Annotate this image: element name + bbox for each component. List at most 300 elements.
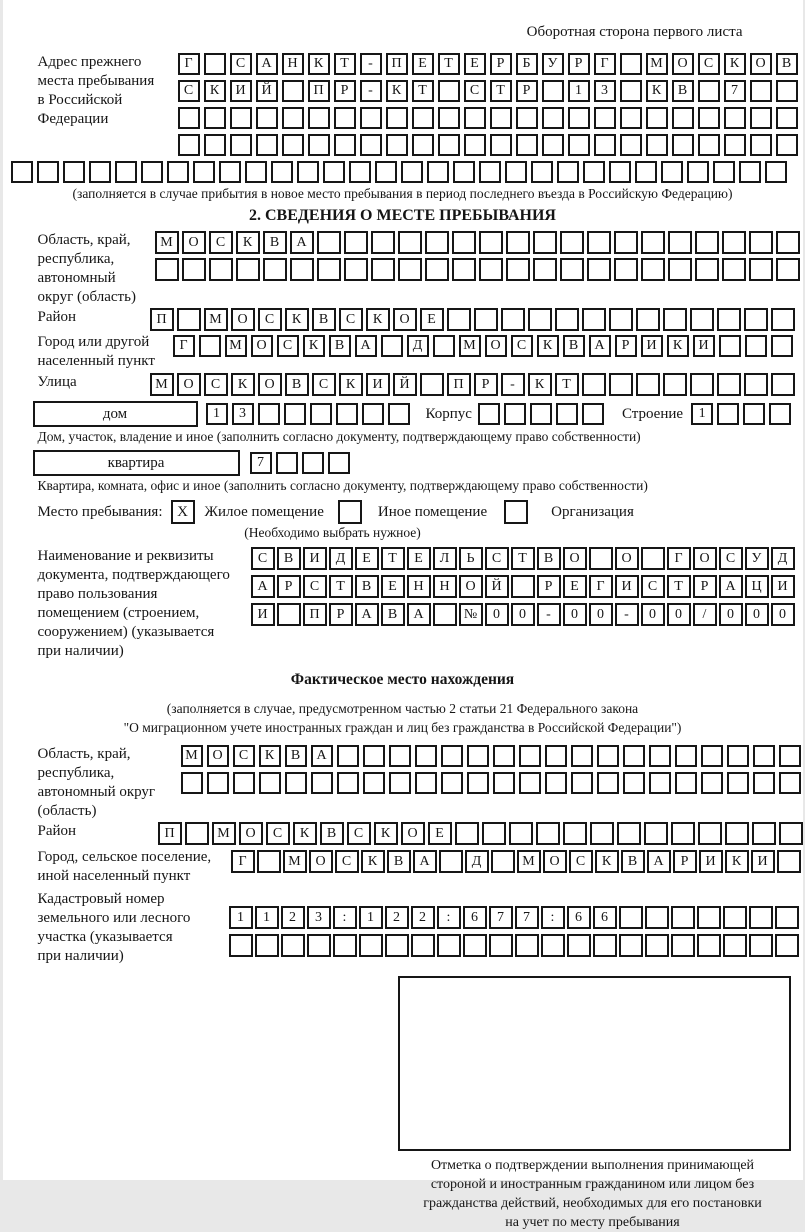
char-cell[interactable] bbox=[609, 373, 633, 396]
char-cell[interactable] bbox=[501, 308, 525, 331]
char-cell[interactable] bbox=[545, 772, 567, 794]
char-cell[interactable] bbox=[672, 107, 694, 129]
char-cell[interactable] bbox=[771, 308, 795, 331]
char-cell[interactable] bbox=[420, 373, 444, 396]
char-cell[interactable]: С bbox=[312, 373, 336, 396]
char-cell[interactable] bbox=[641, 258, 665, 281]
char-cell[interactable] bbox=[516, 134, 538, 156]
char-cell[interactable]: О bbox=[207, 745, 229, 767]
char-cell[interactable]: М bbox=[283, 850, 307, 873]
char-cell[interactable] bbox=[277, 603, 301, 626]
char-cell[interactable]: Б bbox=[516, 53, 538, 75]
char-cell[interactable] bbox=[771, 373, 795, 396]
char-cell[interactable]: И bbox=[230, 80, 252, 102]
char-cell[interactable]: С bbox=[277, 335, 299, 357]
char-cell[interactable] bbox=[620, 80, 642, 102]
char-cell[interactable] bbox=[587, 231, 611, 254]
char-cell[interactable]: С bbox=[485, 547, 509, 570]
char-cell[interactable]: И bbox=[251, 603, 275, 626]
char-cell[interactable] bbox=[560, 231, 584, 254]
char-cell[interactable] bbox=[776, 80, 798, 102]
char-cell[interactable] bbox=[506, 258, 530, 281]
char-cell[interactable] bbox=[308, 134, 330, 156]
char-cell[interactable] bbox=[582, 373, 606, 396]
char-cell[interactable] bbox=[594, 134, 616, 156]
char-cell[interactable] bbox=[89, 161, 111, 183]
char-cell[interactable]: Р bbox=[537, 575, 561, 598]
char-cell[interactable]: : bbox=[437, 906, 461, 929]
char-cell[interactable] bbox=[722, 258, 746, 281]
char-cell[interactable] bbox=[317, 258, 341, 281]
char-cell[interactable] bbox=[556, 403, 578, 425]
char-cell[interactable]: П bbox=[150, 308, 174, 331]
char-cell[interactable]: Р bbox=[615, 335, 637, 357]
char-cell[interactable]: А bbox=[355, 603, 379, 626]
char-cell[interactable] bbox=[334, 134, 356, 156]
char-cell[interactable] bbox=[620, 134, 642, 156]
char-cell[interactable]: - bbox=[537, 603, 561, 626]
char-cell[interactable] bbox=[455, 822, 479, 845]
char-cell[interactable]: В bbox=[263, 231, 287, 254]
char-cell[interactable]: Е bbox=[464, 53, 486, 75]
char-cell[interactable] bbox=[594, 107, 616, 129]
char-cell[interactable]: М bbox=[155, 231, 179, 254]
char-cell[interactable]: 0 bbox=[563, 603, 587, 626]
char-cell[interactable]: 7 bbox=[724, 80, 746, 102]
char-cell[interactable]: М bbox=[212, 822, 236, 845]
char-cell[interactable] bbox=[568, 134, 590, 156]
char-cell[interactable]: Ь bbox=[459, 547, 483, 570]
char-cell[interactable]: В bbox=[277, 547, 301, 570]
char-cell[interactable]: К bbox=[386, 80, 408, 102]
char-cell[interactable] bbox=[398, 231, 422, 254]
char-cell[interactable] bbox=[690, 373, 714, 396]
char-cell[interactable]: А bbox=[413, 850, 437, 873]
char-cell[interactable] bbox=[697, 906, 721, 929]
char-cell[interactable] bbox=[479, 231, 503, 254]
char-cell[interactable] bbox=[776, 231, 800, 254]
char-cell[interactable] bbox=[750, 107, 772, 129]
char-cell[interactable]: К bbox=[285, 308, 309, 331]
char-cell[interactable] bbox=[389, 772, 411, 794]
char-cell[interactable] bbox=[614, 231, 638, 254]
char-cell[interactable] bbox=[178, 134, 200, 156]
char-cell[interactable]: С bbox=[464, 80, 486, 102]
char-cell[interactable] bbox=[776, 134, 798, 156]
char-cell[interactable] bbox=[519, 772, 541, 794]
char-cell[interactable] bbox=[37, 161, 59, 183]
char-cell[interactable] bbox=[328, 452, 350, 474]
char-cell[interactable]: В bbox=[387, 850, 411, 873]
char-cell[interactable] bbox=[308, 107, 330, 129]
char-cell[interactable]: М bbox=[646, 53, 668, 75]
char-cell[interactable]: О bbox=[543, 850, 567, 873]
char-cell[interactable] bbox=[775, 906, 799, 929]
char-cell[interactable]: С bbox=[335, 850, 359, 873]
char-cell[interactable] bbox=[753, 772, 775, 794]
char-cell[interactable] bbox=[545, 745, 567, 767]
char-cell[interactable]: В bbox=[312, 308, 336, 331]
char-cell[interactable]: О bbox=[459, 575, 483, 598]
char-cell[interactable] bbox=[438, 80, 460, 102]
char-cell[interactable]: 6 bbox=[567, 906, 591, 929]
char-cell[interactable]: Р bbox=[673, 850, 697, 873]
char-cell[interactable] bbox=[425, 258, 449, 281]
char-cell[interactable] bbox=[439, 850, 463, 873]
char-cell[interactable]: У bbox=[745, 547, 769, 570]
char-cell[interactable] bbox=[323, 161, 345, 183]
char-cell[interactable]: 3 bbox=[307, 906, 331, 929]
char-cell[interactable]: А bbox=[589, 335, 611, 357]
char-cell[interactable] bbox=[363, 745, 385, 767]
char-cell[interactable] bbox=[536, 822, 560, 845]
char-cell[interactable] bbox=[441, 772, 463, 794]
char-cell[interactable] bbox=[257, 850, 281, 873]
char-cell[interactable]: Р bbox=[693, 575, 717, 598]
char-cell[interactable]: С bbox=[303, 575, 327, 598]
char-cell[interactable]: К bbox=[724, 53, 746, 75]
char-cell[interactable] bbox=[255, 934, 279, 957]
char-cell[interactable] bbox=[259, 772, 281, 794]
char-cell[interactable]: В bbox=[621, 850, 645, 873]
char-cell[interactable] bbox=[555, 308, 579, 331]
char-cell[interactable] bbox=[701, 772, 723, 794]
char-cell[interactable] bbox=[779, 745, 801, 767]
char-cell[interactable]: О bbox=[258, 373, 282, 396]
char-cell[interactable] bbox=[263, 258, 287, 281]
char-cell[interactable] bbox=[725, 822, 749, 845]
char-cell[interactable]: В bbox=[672, 80, 694, 102]
char-cell[interactable] bbox=[229, 934, 253, 957]
char-cell[interactable] bbox=[771, 335, 793, 357]
char-cell[interactable]: В bbox=[776, 53, 798, 75]
char-cell[interactable]: Д bbox=[465, 850, 489, 873]
char-cell[interactable] bbox=[597, 772, 619, 794]
char-cell[interactable] bbox=[533, 231, 557, 254]
char-cell[interactable]: Р bbox=[474, 373, 498, 396]
char-cell[interactable]: Н bbox=[407, 575, 431, 598]
char-cell[interactable]: Е bbox=[563, 575, 587, 598]
char-cell[interactable] bbox=[779, 772, 801, 794]
char-cell[interactable]: М bbox=[150, 373, 174, 396]
char-cell[interactable] bbox=[765, 161, 787, 183]
apartment-type-field[interactable]: квартира bbox=[33, 450, 240, 476]
char-cell[interactable] bbox=[452, 258, 476, 281]
char-cell[interactable] bbox=[641, 547, 665, 570]
char-cell[interactable] bbox=[727, 772, 749, 794]
char-cell[interactable]: 0 bbox=[771, 603, 795, 626]
char-cell[interactable] bbox=[582, 403, 604, 425]
char-cell[interactable] bbox=[398, 258, 422, 281]
char-cell[interactable] bbox=[193, 161, 215, 183]
char-cell[interactable] bbox=[646, 107, 668, 129]
char-cell[interactable] bbox=[777, 850, 801, 873]
char-cell[interactable] bbox=[337, 745, 359, 767]
char-cell[interactable] bbox=[438, 107, 460, 129]
char-cell[interactable] bbox=[511, 575, 535, 598]
char-cell[interactable] bbox=[491, 850, 515, 873]
char-cell[interactable]: 0 bbox=[667, 603, 691, 626]
char-cell[interactable]: М bbox=[181, 745, 203, 767]
char-cell[interactable] bbox=[385, 934, 409, 957]
char-cell[interactable] bbox=[493, 745, 515, 767]
char-cell[interactable]: К bbox=[204, 80, 226, 102]
char-cell[interactable] bbox=[276, 452, 298, 474]
char-cell[interactable]: Н bbox=[433, 575, 457, 598]
char-cell[interactable] bbox=[744, 373, 768, 396]
char-cell[interactable]: И bbox=[641, 335, 663, 357]
char-cell[interactable]: В bbox=[320, 822, 344, 845]
char-cell[interactable] bbox=[675, 745, 697, 767]
char-cell[interactable] bbox=[661, 161, 683, 183]
char-cell[interactable] bbox=[467, 772, 489, 794]
char-cell[interactable] bbox=[452, 231, 476, 254]
char-cell[interactable] bbox=[719, 335, 741, 357]
char-cell[interactable]: - bbox=[615, 603, 639, 626]
char-cell[interactable]: 1 bbox=[691, 403, 713, 425]
char-cell[interactable]: К bbox=[339, 373, 363, 396]
char-cell[interactable] bbox=[281, 934, 305, 957]
char-cell[interactable] bbox=[334, 107, 356, 129]
char-cell[interactable] bbox=[717, 403, 739, 425]
char-cell[interactable] bbox=[713, 161, 735, 183]
char-cell[interactable] bbox=[701, 745, 723, 767]
char-cell[interactable] bbox=[636, 308, 660, 331]
char-cell[interactable] bbox=[310, 403, 332, 425]
char-cell[interactable] bbox=[668, 258, 692, 281]
char-cell[interactable] bbox=[375, 161, 397, 183]
char-cell[interactable]: П bbox=[308, 80, 330, 102]
char-cell[interactable]: Т bbox=[381, 547, 405, 570]
char-cell[interactable] bbox=[427, 161, 449, 183]
char-cell[interactable] bbox=[11, 161, 33, 183]
char-cell[interactable]: 1 bbox=[568, 80, 590, 102]
char-cell[interactable] bbox=[386, 134, 408, 156]
char-cell[interactable]: О bbox=[182, 231, 206, 254]
char-cell[interactable] bbox=[478, 403, 500, 425]
char-cell[interactable] bbox=[490, 107, 512, 129]
char-cell[interactable]: Т bbox=[511, 547, 535, 570]
char-cell[interactable]: 0 bbox=[719, 603, 743, 626]
char-cell[interactable] bbox=[609, 161, 631, 183]
char-cell[interactable]: А bbox=[719, 575, 743, 598]
char-cell[interactable] bbox=[509, 822, 533, 845]
char-cell[interactable] bbox=[687, 161, 709, 183]
char-cell[interactable]: - bbox=[501, 373, 525, 396]
char-cell[interactable] bbox=[256, 134, 278, 156]
char-cell[interactable]: О bbox=[177, 373, 201, 396]
char-cell[interactable] bbox=[619, 934, 643, 957]
char-cell[interactable] bbox=[620, 53, 642, 75]
char-cell[interactable]: И bbox=[751, 850, 775, 873]
char-cell[interactable]: П bbox=[447, 373, 471, 396]
char-cell[interactable] bbox=[750, 80, 772, 102]
char-cell[interactable]: О bbox=[251, 335, 273, 357]
char-cell[interactable]: К bbox=[646, 80, 668, 102]
char-cell[interactable] bbox=[698, 80, 720, 102]
char-cell[interactable]: И bbox=[366, 373, 390, 396]
char-cell[interactable] bbox=[204, 53, 226, 75]
char-cell[interactable] bbox=[185, 822, 209, 845]
char-cell[interactable]: С bbox=[339, 308, 363, 331]
char-cell[interactable] bbox=[557, 161, 579, 183]
char-cell[interactable] bbox=[204, 134, 226, 156]
char-cell[interactable] bbox=[724, 134, 746, 156]
char-cell[interactable]: 2 bbox=[385, 906, 409, 929]
char-cell[interactable] bbox=[415, 745, 437, 767]
char-cell[interactable]: К bbox=[236, 231, 260, 254]
char-cell[interactable] bbox=[528, 308, 552, 331]
char-cell[interactable] bbox=[722, 231, 746, 254]
char-cell[interactable] bbox=[463, 934, 487, 957]
char-cell[interactable]: С bbox=[347, 822, 371, 845]
char-cell[interactable] bbox=[115, 161, 137, 183]
char-cell[interactable]: М bbox=[225, 335, 247, 357]
char-cell[interactable]: 0 bbox=[641, 603, 665, 626]
char-cell[interactable] bbox=[506, 231, 530, 254]
char-cell[interactable] bbox=[533, 258, 557, 281]
char-cell[interactable]: Д bbox=[771, 547, 795, 570]
char-cell[interactable] bbox=[695, 231, 719, 254]
char-cell[interactable] bbox=[516, 107, 538, 129]
char-cell[interactable] bbox=[752, 822, 776, 845]
char-cell[interactable] bbox=[690, 308, 714, 331]
char-cell[interactable]: 7 bbox=[250, 452, 272, 474]
char-cell[interactable] bbox=[230, 107, 252, 129]
char-cell[interactable] bbox=[695, 258, 719, 281]
char-cell[interactable]: О bbox=[309, 850, 333, 873]
char-cell[interactable] bbox=[388, 403, 410, 425]
char-cell[interactable]: К bbox=[303, 335, 325, 357]
char-cell[interactable]: Г bbox=[589, 575, 613, 598]
char-cell[interactable] bbox=[167, 161, 189, 183]
organization-checkbox[interactable] bbox=[504, 500, 528, 524]
char-cell[interactable]: В bbox=[563, 335, 585, 357]
char-cell[interactable] bbox=[671, 906, 695, 929]
char-cell[interactable] bbox=[209, 258, 233, 281]
char-cell[interactable]: Д bbox=[329, 547, 353, 570]
char-cell[interactable]: Й bbox=[485, 575, 509, 598]
char-cell[interactable]: К bbox=[366, 308, 390, 331]
char-cell[interactable]: Т bbox=[555, 373, 579, 396]
char-cell[interactable] bbox=[178, 107, 200, 129]
char-cell[interactable]: О bbox=[401, 822, 425, 845]
char-cell[interactable]: / bbox=[693, 603, 717, 626]
char-cell[interactable] bbox=[271, 161, 293, 183]
char-cell[interactable] bbox=[749, 934, 773, 957]
char-cell[interactable] bbox=[646, 134, 668, 156]
char-cell[interactable]: Т bbox=[438, 53, 460, 75]
char-cell[interactable] bbox=[282, 134, 304, 156]
char-cell[interactable]: Р bbox=[490, 53, 512, 75]
char-cell[interactable] bbox=[571, 745, 593, 767]
char-cell[interactable]: С bbox=[204, 373, 228, 396]
char-cell[interactable]: С bbox=[230, 53, 252, 75]
char-cell[interactable] bbox=[371, 231, 395, 254]
char-cell[interactable] bbox=[663, 308, 687, 331]
char-cell[interactable] bbox=[199, 335, 221, 357]
char-cell[interactable]: № bbox=[459, 603, 483, 626]
char-cell[interactable] bbox=[297, 161, 319, 183]
char-cell[interactable] bbox=[745, 335, 767, 357]
char-cell[interactable] bbox=[474, 308, 498, 331]
char-cell[interactable] bbox=[739, 161, 761, 183]
char-cell[interactable]: Й bbox=[393, 373, 417, 396]
char-cell[interactable] bbox=[505, 161, 527, 183]
char-cell[interactable] bbox=[233, 772, 255, 794]
char-cell[interactable] bbox=[479, 161, 501, 183]
char-cell[interactable] bbox=[371, 258, 395, 281]
char-cell[interactable]: Г bbox=[594, 53, 616, 75]
char-cell[interactable] bbox=[563, 822, 587, 845]
char-cell[interactable] bbox=[467, 745, 489, 767]
char-cell[interactable]: 7 bbox=[515, 906, 539, 929]
char-cell[interactable] bbox=[769, 403, 791, 425]
char-cell[interactable]: Е bbox=[412, 53, 434, 75]
char-cell[interactable] bbox=[614, 258, 638, 281]
char-cell[interactable]: Е bbox=[420, 308, 444, 331]
char-cell[interactable]: С bbox=[233, 745, 255, 767]
char-cell[interactable]: А bbox=[407, 603, 431, 626]
char-cell[interactable]: К bbox=[528, 373, 552, 396]
char-cell[interactable] bbox=[620, 107, 642, 129]
char-cell[interactable]: Е bbox=[407, 547, 431, 570]
char-cell[interactable]: К bbox=[361, 850, 385, 873]
char-cell[interactable] bbox=[362, 403, 384, 425]
char-cell[interactable]: Г bbox=[231, 850, 255, 873]
char-cell[interactable]: 7 bbox=[489, 906, 513, 929]
char-cell[interactable] bbox=[302, 452, 324, 474]
char-cell[interactable]: Г bbox=[667, 547, 691, 570]
char-cell[interactable] bbox=[779, 822, 803, 845]
char-cell[interactable] bbox=[415, 772, 437, 794]
char-cell[interactable]: Р bbox=[516, 80, 538, 102]
char-cell[interactable]: Т bbox=[667, 575, 691, 598]
char-cell[interactable] bbox=[593, 934, 617, 957]
char-cell[interactable]: Е bbox=[381, 575, 405, 598]
char-cell[interactable]: С bbox=[266, 822, 290, 845]
char-cell[interactable] bbox=[282, 107, 304, 129]
char-cell[interactable]: 0 bbox=[745, 603, 769, 626]
char-cell[interactable] bbox=[412, 107, 434, 129]
char-cell[interactable] bbox=[672, 134, 694, 156]
char-cell[interactable] bbox=[587, 258, 611, 281]
char-cell[interactable] bbox=[344, 231, 368, 254]
char-cell[interactable] bbox=[649, 745, 671, 767]
char-cell[interactable] bbox=[437, 934, 461, 957]
char-cell[interactable] bbox=[645, 934, 669, 957]
char-cell[interactable]: А bbox=[355, 335, 377, 357]
char-cell[interactable] bbox=[583, 161, 605, 183]
char-cell[interactable] bbox=[717, 308, 741, 331]
char-cell[interactable]: В bbox=[537, 547, 561, 570]
char-cell[interactable]: О bbox=[750, 53, 772, 75]
char-cell[interactable] bbox=[433, 603, 457, 626]
residential-checkbox[interactable] bbox=[171, 500, 195, 524]
char-cell[interactable] bbox=[749, 231, 773, 254]
other-premises-checkbox[interactable] bbox=[338, 500, 362, 524]
char-cell[interactable]: Г bbox=[173, 335, 195, 357]
char-cell[interactable]: Р bbox=[334, 80, 356, 102]
char-cell[interactable] bbox=[284, 403, 306, 425]
char-cell[interactable] bbox=[542, 134, 564, 156]
char-cell[interactable] bbox=[386, 107, 408, 129]
char-cell[interactable]: У bbox=[542, 53, 564, 75]
char-cell[interactable] bbox=[623, 745, 645, 767]
char-cell[interactable] bbox=[489, 934, 513, 957]
char-cell[interactable] bbox=[381, 335, 403, 357]
char-cell[interactable]: К bbox=[667, 335, 689, 357]
